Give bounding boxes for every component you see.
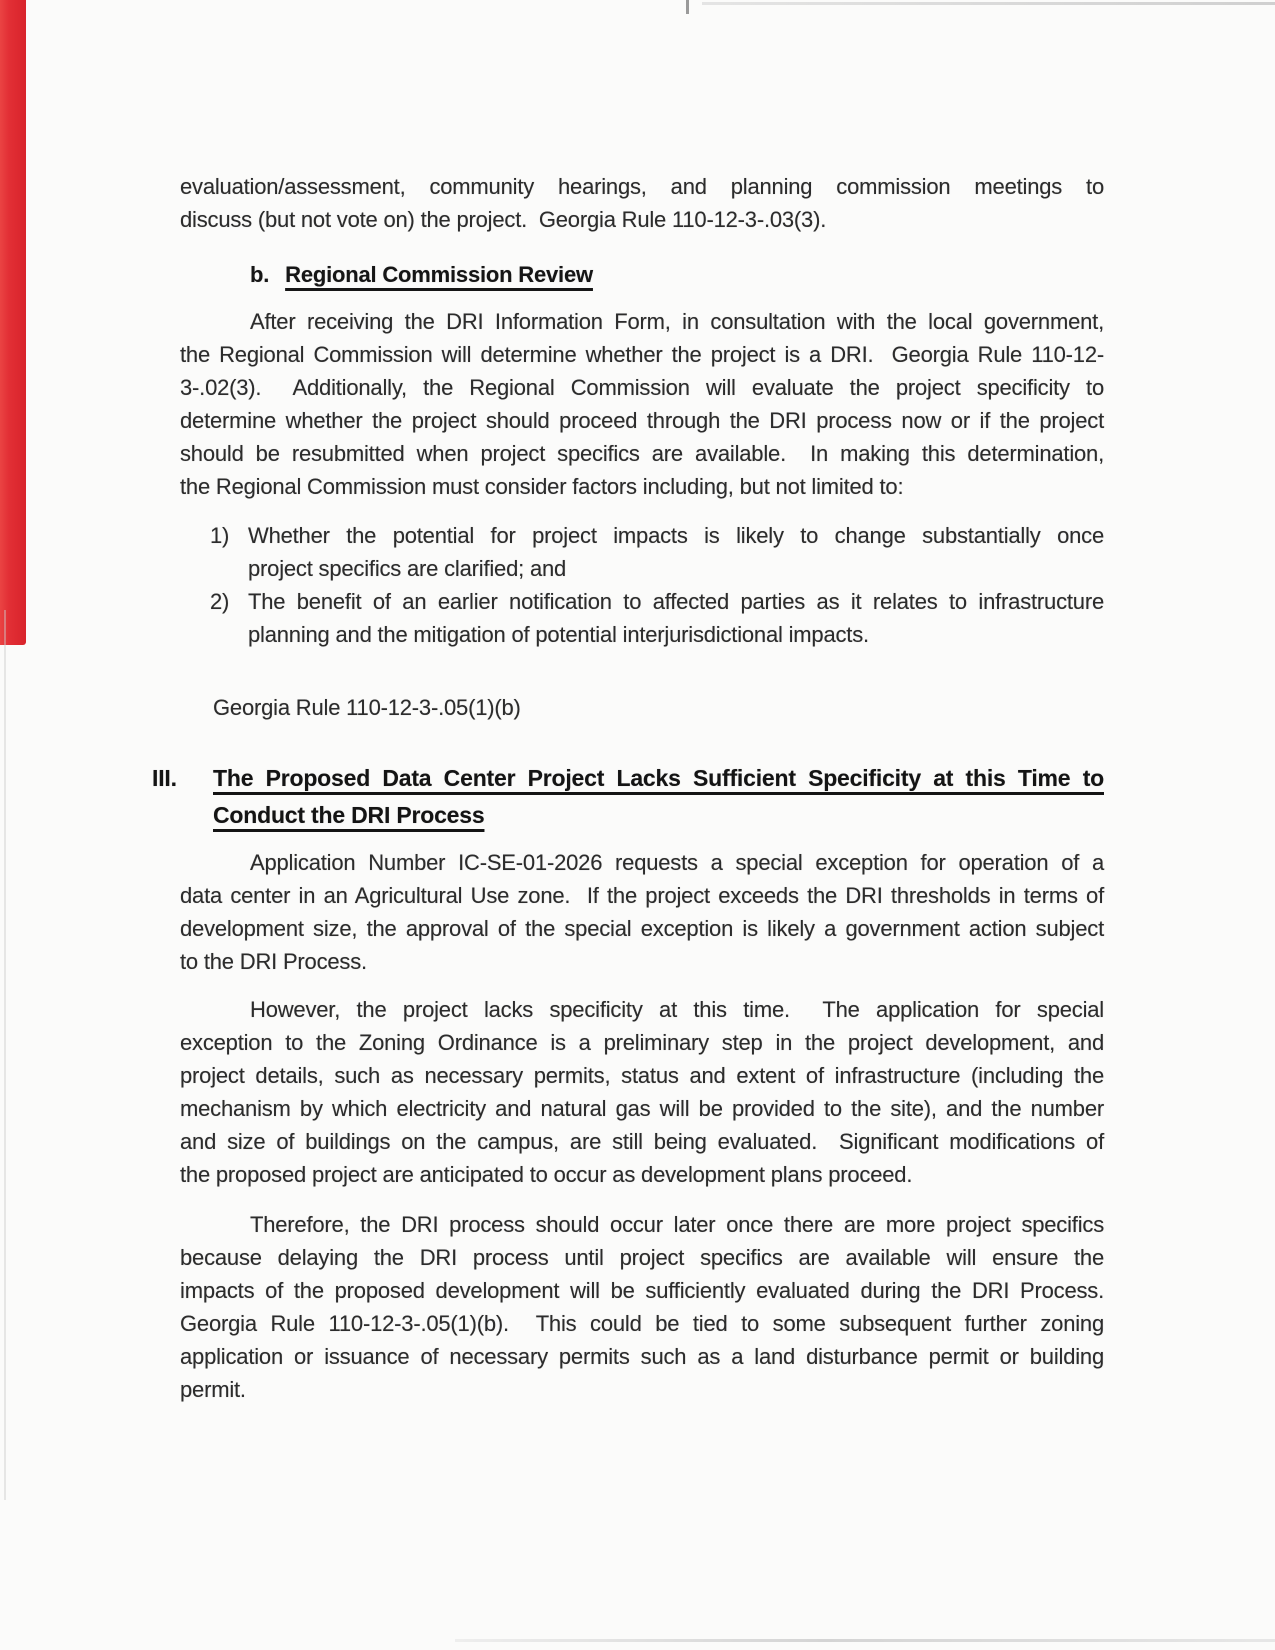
paragraph-application <box>180 846 1104 978</box>
body-line: application or issuance of necessary permits such as a land disturbance permit or building <box>180 1344 1104 1369</box>
rule-citation: Georgia Rule 110-12-3-.05(1)(b) <box>213 695 521 720</box>
body-line: to the DRI Process. <box>180 949 367 974</box>
body-line: discuss (but not vote on) the project. Georgia Rule 110-12-3-.03(3). <box>180 207 827 232</box>
paragraph-continuation <box>180 170 1104 236</box>
body-line: project details, such as necessary permits, status and extent of infrastructure (including the <box>180 1063 1104 1088</box>
body-line: and size of buildings on the campus, are still being evaluated. Significant modifications of <box>180 1129 1104 1154</box>
body-line: Application Number IC-SE-01-2026 requests a special exception for operation of a <box>250 850 1104 875</box>
subsection-title: Regional Commission Review <box>285 262 593 287</box>
scanner-edge-line-bottom <box>455 1639 1275 1642</box>
red-edge-strip <box>0 0 26 645</box>
body-line: determine whether the project should proceed through the DRI process now or if the project <box>180 408 1104 433</box>
scanner-edge-line-left <box>4 610 6 1500</box>
subsection-number: b. <box>250 262 270 287</box>
body-line: permit. <box>180 1377 246 1402</box>
body-line: mechanism by which electricity and natural gas will be provided to the site), and the number <box>180 1096 1104 1121</box>
section-number: III. <box>152 765 177 791</box>
list-number: 2) <box>210 589 230 614</box>
body-line: because delaying the DRI process until project specifics are available will ensure the <box>180 1245 1104 1270</box>
section-heading-line: Conduct the DRI Process <box>213 802 485 828</box>
body-line: Whether the potential for project impacts is likely to change substantially once <box>248 523 1104 548</box>
section-heading-line: The Proposed Data Center Project Lacks Sufficient Specificity at this Time to <box>213 765 1104 791</box>
body-line: planning and the mitigation of potential interjurisdictional impacts. <box>248 622 869 647</box>
list-item <box>180 519 1104 585</box>
body-line: should be resubmitted when project specifics are available. In making this determination, <box>180 441 1104 466</box>
body-line: exception to the Zoning Ordinance is a preliminary step in the project development, and <box>180 1030 1104 1055</box>
list-item <box>180 585 1104 651</box>
text-block <box>152 0 1104 1406</box>
body-line: development size, the approval of the special exception is likely a government action subject <box>180 916 1104 941</box>
body-line: the Regional Commission must consider factors including, but not limited to: <box>180 474 904 499</box>
paragraph-regional-commission <box>180 305 1104 503</box>
numbered-list <box>180 519 1104 651</box>
body-line: Therefore, the DRI process should occur later once there are more project specifics <box>250 1212 1104 1237</box>
paragraph-however <box>180 993 1104 1191</box>
section-heading <box>152 760 1104 834</box>
body-line: Georgia Rule 110-12-3-.05(1)(b). This could be tied to some subsequent further zoning <box>180 1311 1104 1336</box>
body-line: However, the project lacks specificity at this time. The application for special <box>250 997 1104 1022</box>
body-line: impacts of the proposed development will be sufficiently evaluated during the DRI Process. <box>180 1278 1104 1303</box>
body-line: After receiving the DRI Information Form, in consultation with the local government, <box>250 309 1104 334</box>
body-line: the Regional Commission will determine whether the project is a DRI. Georgia Rule 110-12- <box>180 342 1104 367</box>
body-line: project specifics are clarified; and <box>248 556 567 581</box>
body-line: The benefit of an earlier notification to affected parties as it relates to infrastructure <box>248 589 1104 614</box>
paragraph-therefore <box>180 1208 1104 1406</box>
subsection-heading <box>180 258 1104 291</box>
list-number: 1) <box>210 523 230 548</box>
body-line: evaluation/assessment, community hearings, and planning commission meetings to <box>180 174 1104 199</box>
body-line: data center in an Agricultural Use zone. If the project exceeds the DRI thresholds in terms of <box>180 883 1104 908</box>
body-line: the proposed project are anticipated to occur as development plans proceed. <box>180 1162 913 1187</box>
body-line: 3-.02(3). Additionally, the Regional Commission will evaluate the project specificity to <box>180 375 1104 400</box>
